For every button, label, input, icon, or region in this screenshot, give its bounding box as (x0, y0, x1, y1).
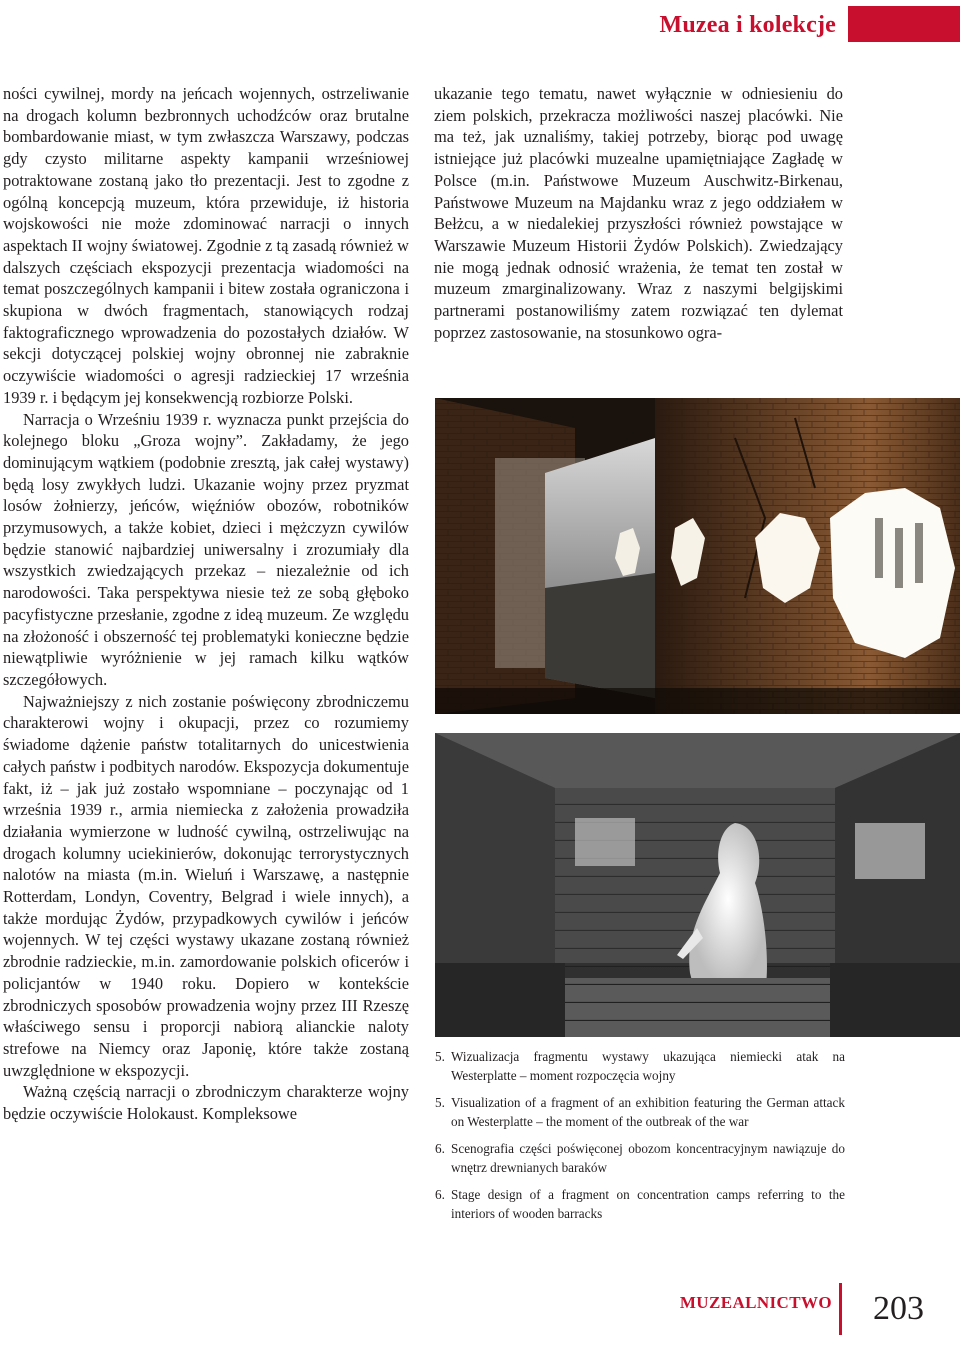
caption-number: 6. (435, 1141, 445, 1156)
caption-number: 6. (435, 1187, 445, 1202)
section-tab-marker (848, 6, 960, 42)
paragraph: ności cywilnej, mordy na jeńcach wojennych, ostrzeliwanie na drogach kolumn bezbronnych uchodźców oraz brutalne bombardowanie miast, w tym zwłaszcza Warszawy, podczas gdy czysto militarne aspekty kampanii wrześniowej potraktowane zostaną jako tło prezentacji. Jest to zgodne z ogólną koncepcją muzeum, która przewiduje, iż historia wojskowości nie może zdominować narracji o innych aspektach II wojny światowej. Zgodnie z tą zasadą również w dalszych częściach ekspozycji prezentacja wiadomości na temat poszczególnych kampanii i bitew została ograniczona i skupiona w dwóch fragmentach, stanowiących rodzaj faktograficznego wprowadzenia do pozostałych działów. W sekcji dotyczącej polskiej wojny obronnej nie zabraknie oczywiście wiadomości o agresji radzieckiej 17 września 1939 r. i będącym jej konsekwencją rozbiorze Polski. (3, 84, 409, 407)
caption-text: Wizualizacja fragmentu wystawy ukazująca niemiecki atak na Westerplatte – moment rozpoczęcia wojny (451, 1049, 845, 1083)
figure-caption (435, 1047, 845, 1085)
journal-name: MUZEALNICTWO (679, 1293, 832, 1312)
paragraph: Najważniejszy z nich zostanie poświęcony zbrodniczemu charakterowi wojny i okupacji, przez co rozumiemy świadome dążenie państw totalitarnych do unicestwienia całych państw i podbitych narodów. Ekspozycja dokumentuje fakt, iż – jak już zostało wspomniane – poczynając od 1 września 1939 r., armia niemiecka z założenia prowadziła działania wymierzone w ludność cywilną, ostrzeliwując na drogach kolumny uciekinierów, dokonując terrorystycznych nalotów na miasta (m.in. Wieluń i Warszawę, a następnie Rotterdam, Londyn, Coventry, Belgrad i wiele innych), a także mordując Żydów, przypadkowych cywilów i jeńców wojennych. W tej części wystawy ukazane zostaną również zbrodnie radzieckie, m.in. zamordowanie polskich oficerów i policjantów w 1940 roku. Dopiero w kontekście zbrodniczych sposobów prowadzenia wojny przez III Rzeszę właściwego sensu i proporcji nabiorą alianckie naloty strefowe na Niemcy oraz Japonię, które także zostaną uwzględnione w ekspozycji. (3, 691, 409, 1080)
paragraph: Ważną częścią narracji o zbrodniczym charakterze wojny będzie oczywiście Holokaust. Kompleksowe (3, 1082, 409, 1124)
caption-text: Visualization of a fragment of an exhibition featuring the German attack on Westerplatte – the moment of the outbreak of the war (451, 1095, 845, 1129)
caption-number: 5. (435, 1095, 445, 1110)
paragraph: ukazanie tego tematu, nawet wyłącznie w odniesieniu do ziem polskich, przekracza możliwości naszej placówki. Nie ma też, jak uznaliśmy, takiej potrzeby, biorąc pod uwagę istniejące już placówki muzealne upamiętniające Zagładę w Polsce (m.in. Państwowe Muzeum Auschwitz-Birkenau, Państwowe Muzeum na Majdanku wraz z jego oddziałem w Bełżcu, a w niedalekiej przyszłości również powstające w Warszawie Muzeum Historii Żydów Polskich). Zwiedzający nie mogą jednak odnosić wrażenia, że temat ten został w muzeum zmarginalizowany. Wraz z naszymi belgijskimi partnerami postanowiliśmy zatem rozwiązać ten dylemat poprzez zastosowanie, na stosunkowo ogra- (434, 84, 843, 342)
paragraph: Narracja o Wrześniu 1939 r. wyznacza punkt przejścia do kolejnego bloku „Groza wojny”. Zakładamy, że jego dominującym wątkiem (podobnie zresztą, jak całej wystawy) będą losy zwykłych ludzi. Ukazanie wojny przez pryzmat losów żołnierzy, jeńców, więźniów obozów, robotników przymusowych, a także kobiet, dzieci i mężczyzn cywilów będzie stanowić najbardziej uniwersalny i zrozumiały dla wszystkich zwiedzających przekaz – niezależnie od ich narodowości. Taka perspektywa niesie też ze sobą głęboko pacyfistyczne przesłanie, zgodne z ideą muzeum. Ze względu na złożoność i obszerność tej problematyki konieczne będzie niewątpliwie wyróżnienie w jej ramach kilku wątków szczegółowych. (3, 409, 409, 689)
westerplatte-visualization-image (435, 398, 960, 714)
section-title: Muzea i kolekcje (659, 12, 836, 38)
left-text-column (3, 83, 409, 1125)
figure-caption (435, 1139, 845, 1177)
figure-caption (435, 1185, 845, 1223)
caption-text: Stage design of a fragment on concentration camps referring to the interiors of wooden barracks (451, 1187, 845, 1221)
page-number: 203 (873, 1290, 924, 1327)
right-text-column (434, 83, 843, 343)
caption-text: Scenografia części poświęconej obozom koncentracyjnym nawiązuje do wnętrz drewnianych baraków (451, 1141, 845, 1175)
footer-divider (839, 1283, 842, 1335)
camp-barracks-scenography-image (435, 733, 960, 1037)
figure-caption (435, 1093, 845, 1131)
caption-number: 5. (435, 1049, 445, 1064)
figure-captions (435, 1047, 845, 1231)
